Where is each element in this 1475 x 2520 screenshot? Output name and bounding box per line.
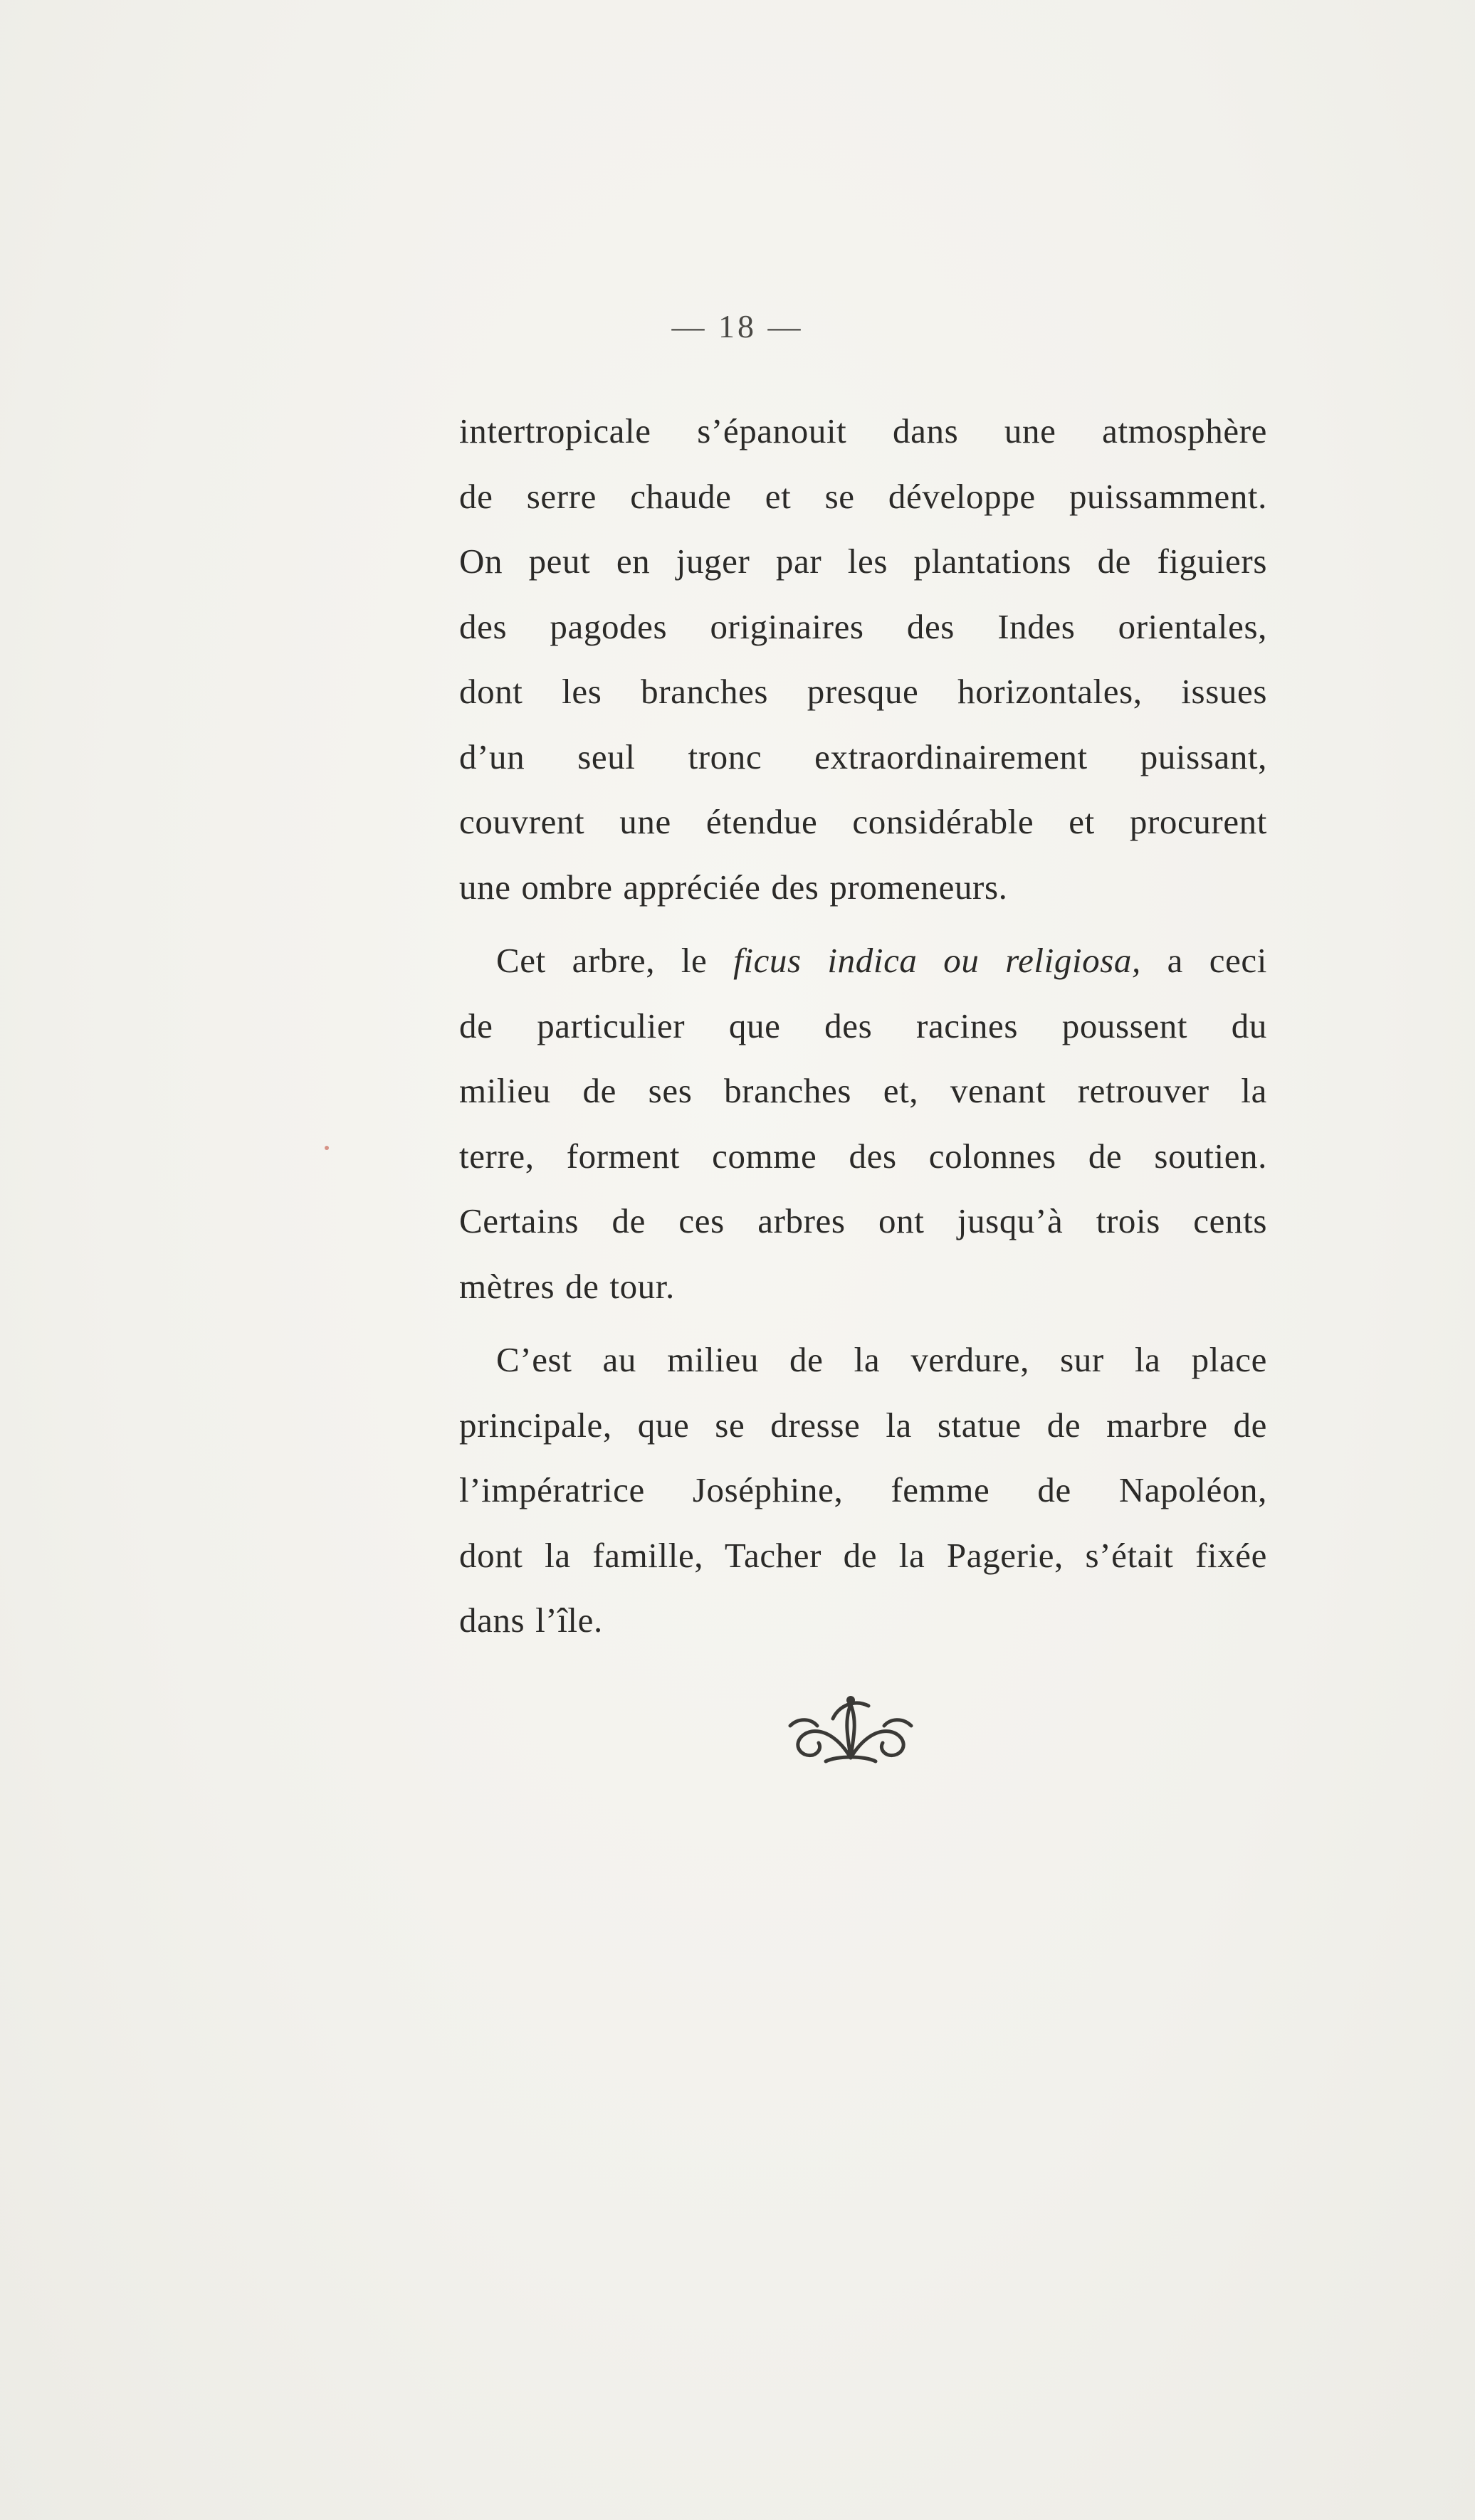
text-line: dans l’île.: [459, 1601, 603, 1640]
paragraph-2: [459, 928, 1267, 1319]
text-line: terre, forment comme des colonnes de soutien.: [459, 1136, 1267, 1176]
body-text: [459, 399, 1267, 1653]
text-line: de serre chaude et se développe puissamment.: [459, 476, 1267, 516]
text-line: une ombre appréciée des promeneurs.: [459, 867, 1008, 907]
text-line: Certains de ces arbres ont jusqu’à trois cents: [459, 1201, 1267, 1240]
text-line: dont les branches presque horizontales, issues: [459, 672, 1267, 711]
text-line: des pagodes originaires des Indes orientales,: [459, 606, 1267, 646]
text-line: couvrent une étendue considérable et procurent: [459, 802, 1267, 841]
text-line: principale, que se dresse la statue de marbre de: [459, 1405, 1267, 1445]
latin-name: ficus indica ou religiosa,: [733, 941, 1141, 980]
text-line: milieu de ses branches et, venant retrouver la: [459, 1071, 1267, 1110]
text-segment: Cet arbre, le: [496, 941, 734, 980]
text-line: On peut en juger par les plantations de figuiers: [459, 542, 1267, 581]
text-line: d’un seul tronc extraordinairement puissant,: [459, 737, 1267, 776]
text-line: mètres de tour.: [459, 1266, 675, 1306]
text-line: dont la famille, Tacher de la Pagerie, s’était fixée: [459, 1535, 1267, 1575]
text-line: de particulier que des racines poussent du: [459, 1006, 1267, 1045]
paragraph-1: [459, 399, 1267, 919]
text-line: [459, 928, 1267, 993]
page-number: — 18 —: [671, 308, 804, 344]
text-segment: a ceci: [1140, 941, 1267, 980]
floral-fleuron-icon: [783, 1690, 918, 1768]
paragraph-3: [459, 1327, 1267, 1653]
text-line: l’impératrice Joséphine, femme de Napoléon,: [459, 1470, 1267, 1509]
text-line: C’est au milieu de la verdure, sur la place: [496, 1340, 1267, 1379]
paper-speck: [325, 1146, 329, 1150]
text-line: intertropicale s’épanouit dans une atmosphère: [459, 411, 1267, 450]
